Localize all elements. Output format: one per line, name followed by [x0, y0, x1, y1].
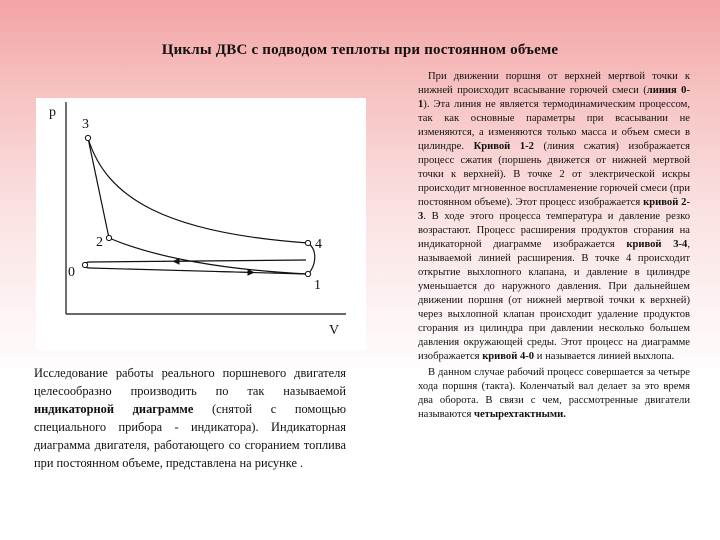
point-4-label: 4 — [315, 237, 322, 252]
text-part: При движении поршня от верхней мертвой точки к нижней происходит всасывание горючей смеси ( — [418, 71, 690, 96]
point-3-label: 3 — [82, 117, 89, 132]
point-1-marker — [305, 271, 310, 276]
point-2-marker — [106, 235, 111, 240]
line-0-1 — [90, 268, 306, 274]
bold-term: кривой 3-4 — [626, 239, 688, 250]
left-bold-term: индикаторной диаграмме — [34, 402, 194, 416]
indicator-diagram — [36, 98, 366, 350]
text-part: (линия сжатия) изображается процесс сжатия (поршень движется от нижней мертвой точки к верхней). В точке 2 от электрической искры происходит мгновенное воспламенение горючей смеси (при постоянном объеме). Этот процесс изображается — [418, 141, 691, 208]
text-part: В данном случае рабочий процесс совершается за четыре хода поршня (такта). Коленчатый вал делает за это время два оборота. В связи с чем, рассмотренные двигатели называются — [418, 367, 690, 420]
point-2-label: 2 — [96, 235, 103, 250]
right-paragraph-2 — [418, 366, 690, 422]
left-text-part: Исследование работы реального поршневого двигателя целесообразно производить по так называемой — [34, 366, 346, 398]
text-part: , называемой линией расширения. В точке 4 происходит открытие выхлопного клапана, и давление в цилиндре уменьшается до наружного давления. При дальнейшем движении поршня (от нижней мертвой точки к верхней) через выхлопной клапан происходит удаление продуктов сгорания из цилиндра при давлении несколько большем давления окружающей среды. Этот процесс на диаграмме изображается — [418, 239, 690, 362]
page-title: Циклы ДВС с подводом теплоты при постоянном объеме — [161, 42, 559, 58]
point-0-marker — [82, 262, 87, 267]
curve-1-2 — [109, 238, 308, 274]
v-axis-label: V — [329, 323, 340, 338]
text-part: и называется линией выхлопа. — [534, 351, 675, 362]
text-part: . В ходе этого процесса температура и давление резко возрастают. Процесс расширения продуктов сгорания на индикаторной диаграмме изображается — [418, 211, 690, 250]
line-4-1 — [308, 243, 315, 274]
indicator-diagram-svg — [36, 98, 366, 350]
point-4-marker — [305, 240, 310, 245]
arrow-0-1 — [216, 272, 251, 273]
point-0-label: 0 — [68, 265, 75, 280]
text-part: ). Эта линия не является термодинамическим процессом, так как основные параметры при всасывании не изменяются, а изменяются только масса и объем смеси в цилиндре. — [418, 99, 690, 152]
bold-term: Кривой 1-2 — [473, 141, 534, 152]
right-column — [418, 70, 690, 422]
curve-2-3 — [88, 138, 109, 238]
point-3-marker — [85, 135, 90, 140]
bold-term: четырехтактными. — [474, 409, 566, 420]
bold-term: кривой 2-3 — [418, 197, 690, 222]
point-1-label: 1 — [314, 278, 321, 293]
left-paragraph — [34, 364, 346, 472]
left-text-part: (снятой с помощью специального прибора - индикатора). Индикаторная диаграмма двигателя, работающего со сгоранием топлива при постоянном объеме, представлена на рисунке . — [34, 402, 346, 470]
bold-term: линия 0-1 — [418, 85, 690, 110]
right-paragraph-1 — [418, 70, 690, 364]
curve-3-4 — [88, 138, 308, 243]
p-axis-label: p — [49, 105, 56, 120]
bold-term: кривой 4-0 — [482, 351, 535, 362]
